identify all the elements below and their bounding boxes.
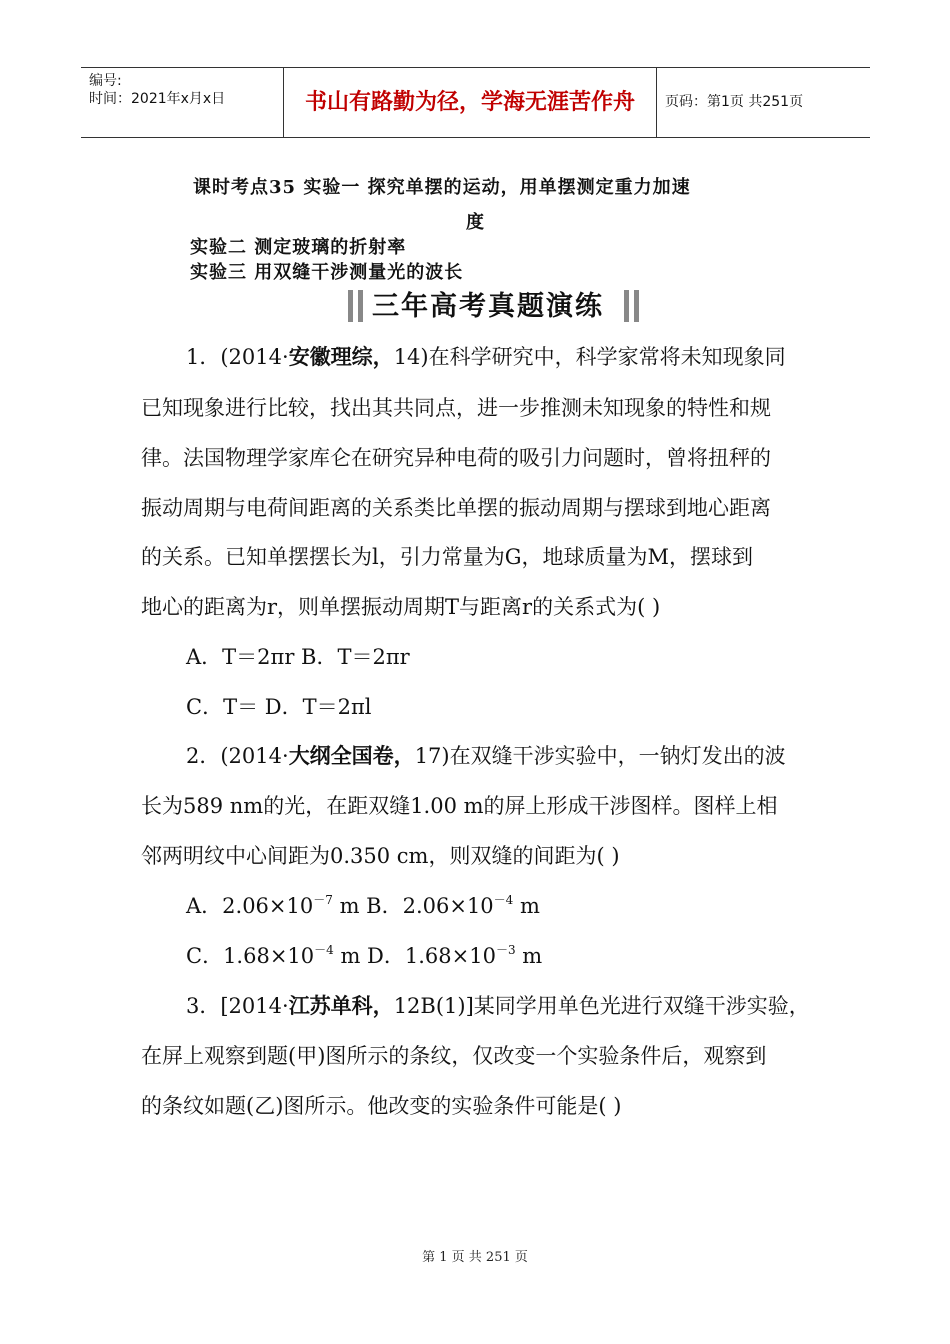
q1-line-6: 地心的距离为r，则单摆振动周期T与距离r的关系式为( ) xyxy=(141,595,661,619)
section-banner xyxy=(346,288,646,326)
q1-number: 1．(2014· xyxy=(186,345,289,369)
q3-text-1: 12B(1)]某同学用单色光进行双缝干涉实验， xyxy=(393,994,810,1018)
title-line-1-cont: 度 xyxy=(466,212,485,233)
q2-options-cd: C．$1.68\times 10^{-4}$ m D．$1.68\times 10^{-3}$ m xyxy=(186,943,543,968)
time-label: 时间：2021年x月x日 xyxy=(89,91,226,107)
q2-option-b-exponent: －4 xyxy=(493,893,514,907)
q1-line-2: 已知现象进行比较，找出其共同点，进一步推测未知现象的特性和规 xyxy=(141,396,771,420)
banner-bar-right-2 xyxy=(634,290,639,322)
q1-line-3: 律。法国物理学家库仑在研究异种电荷的吸引力问题时，曾将扭秤的 xyxy=(141,446,771,470)
banner-text: 三年高考真题演练 xyxy=(372,291,604,322)
q2-line-1 xyxy=(186,741,786,771)
banner-bar-left xyxy=(348,290,353,322)
header-page-info: 页码：第1页 共251页 xyxy=(665,94,804,110)
page-footer: 第 1 页 共 251 页 xyxy=(422,1250,528,1265)
q2-line-2: 长为589 nm的光，在距双缝1.00 m的屏上形成干涉图样。图样上相 xyxy=(141,794,778,818)
q2-line-3: 邻两明纹中心间距为0.350 cm，则双缝的间距为( ) xyxy=(141,844,620,868)
page-header xyxy=(81,67,870,138)
title-line-3: 实验三 用双缝干涉测量光的波长 xyxy=(190,262,464,283)
q1-line-4: 振动周期与电荷间距离的关系类比单摆的振动周期与摆球到地心距离 xyxy=(141,496,771,520)
q1-line-1 xyxy=(186,342,786,372)
q1-line-5: 的关系。已知单摆摆长为l，引力常量为G，地球质量为M，摆球到 xyxy=(141,545,753,569)
q3-number: 3．[2014· xyxy=(186,994,289,1018)
title-line-1: 课时考点35 实验一 探究单摆的运动，用单摆测定重力加速 xyxy=(193,177,691,198)
q3-line-3: 的条纹如题(乙)图所示。他改变的实验条件可能是( ) xyxy=(141,1094,622,1118)
q2-source: 大纲全国卷， xyxy=(288,743,415,768)
q2-number: 2．(2014· xyxy=(186,744,289,768)
q1-options-ab: A．T＝2πr B．T＝2πr xyxy=(186,645,410,669)
q3-source: 江苏单科， xyxy=(288,993,394,1018)
q2-option-c-exponent: －4 xyxy=(314,943,334,957)
q2-options-ab: A．$2.06\times 10^{-7}$ m B．$2.06\times 10^{-4}$ m xyxy=(186,893,540,918)
banner-bar-right xyxy=(624,290,629,322)
q1-options-cd: C．T＝ D．T＝2πl xyxy=(186,695,372,719)
q2-option-d-exponent: －3 xyxy=(495,943,516,957)
number-label: 编号: xyxy=(89,73,122,89)
header-motto: 书山有路勤为径，学海无涯苦作舟 xyxy=(284,68,657,137)
q1-text-1: 14)在科学研究中，科学家常将未知现象同 xyxy=(393,345,786,369)
banner-bar-left-2 xyxy=(358,290,363,322)
header-meta-cell xyxy=(81,68,284,137)
q1-source: 安徽理综， xyxy=(288,344,394,369)
q3-line-1 xyxy=(186,991,810,1021)
q3-line-2: 在屏上观察到题(甲)图所示的条纹，仅改变一个实验条件后，观察到 xyxy=(141,1044,767,1068)
title-line-2: 实验二 测定玻璃的折射率 xyxy=(190,237,407,258)
q2-option-a-exponent: －7 xyxy=(313,893,333,907)
q2-text-1: 17)在双缝干涉实验中，一钠灯发出的波 xyxy=(414,744,786,768)
